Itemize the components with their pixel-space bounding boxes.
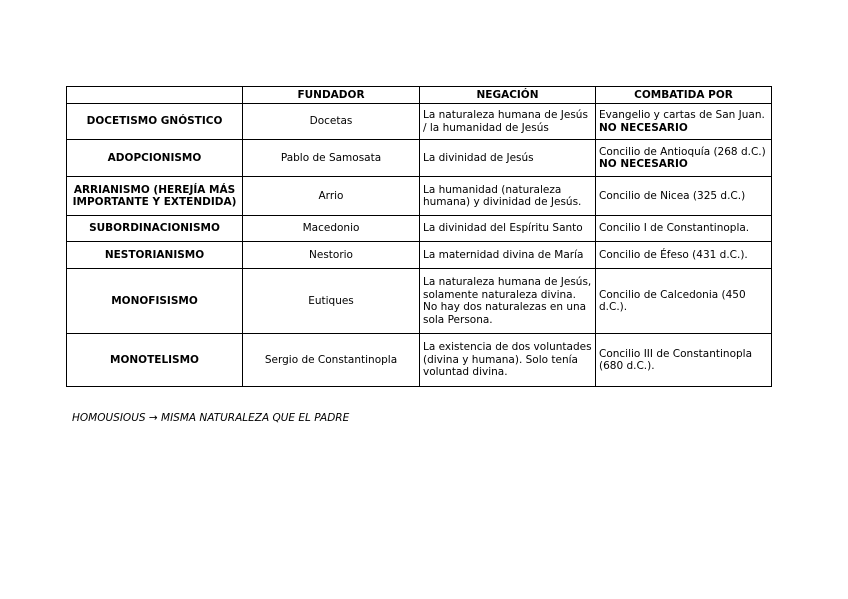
heresy-combated: Concilio de Calcedonia (450 d.C.). xyxy=(596,269,772,334)
header-name xyxy=(67,87,243,104)
table-row xyxy=(67,177,772,216)
header-negation: NEGACIÓN xyxy=(420,87,596,104)
heresy-negation: La maternidad divina de María xyxy=(420,242,596,269)
heresy-combated: Concilio de Nicea (325 d.C.) xyxy=(596,177,772,216)
heresy-name: MONOFISISMO xyxy=(67,269,243,334)
heresy-combated xyxy=(596,140,772,177)
heresy-name: MONOTELISMO xyxy=(67,334,243,387)
heresy-combated: Concilio I de Constantinopla. xyxy=(596,216,772,242)
table-row xyxy=(67,242,772,269)
heresy-combated: Concilio de Éfeso (431 d.C.). xyxy=(596,242,772,269)
heresy-combated: Concilio III de Constantinopla (680 d.C.). xyxy=(596,334,772,387)
heresy-name: ARRIANISMO (HEREJÍA MÁS IMPORTANTE Y EXTENDIDA) xyxy=(67,177,243,216)
header-combated: COMBATIDA POR xyxy=(596,87,772,104)
table-row xyxy=(67,140,772,177)
table-header-row xyxy=(67,87,772,104)
table-row xyxy=(67,334,772,387)
heresy-founder: Arrio xyxy=(243,177,420,216)
heresy-combated xyxy=(596,104,772,140)
combated-note: NO NECESARIO xyxy=(599,158,688,170)
table-row xyxy=(67,216,772,242)
table-row xyxy=(67,104,772,140)
combated-note: NO NECESARIO xyxy=(599,121,688,134)
heresy-founder: Macedonio xyxy=(243,216,420,242)
heresy-founder: Sergio de Constantinopla xyxy=(243,334,420,387)
heresy-founder: Pablo de Samosata xyxy=(243,140,420,177)
combated-text: Concilio de Antioquía (268 d.C.) xyxy=(599,145,766,158)
heresies-table xyxy=(66,86,772,387)
heresy-negation: La divinidad del Espíritu Santo xyxy=(420,216,596,242)
heresy-name: DOCETISMO GNÓSTICO xyxy=(67,104,243,140)
heresy-negation: La divinidad de Jesús xyxy=(420,140,596,177)
header-founder: FUNDADOR xyxy=(243,87,420,104)
heresy-name: NESTORIANISMO xyxy=(67,242,243,269)
table-row xyxy=(67,269,772,334)
heresy-name: SUBORDINACIONISMO xyxy=(67,216,243,242)
heresy-negation: La naturaleza humana de Jesús / la humanidad de Jesús xyxy=(420,104,596,140)
heresy-founder: Nestorio xyxy=(243,242,420,269)
heresy-negation: La existencia de dos voluntades (divina y humana). Solo tenía voluntad divina. xyxy=(420,334,596,387)
heresy-name: ADOPCIONISMO xyxy=(67,140,243,177)
heresy-founder: Docetas xyxy=(243,104,420,140)
homousious-note: HOMOUSIOUS → MISMA NATURALEZA QUE EL PADRE xyxy=(72,412,350,424)
heresy-negation: La humanidad (naturaleza humana) y divinidad de Jesús. xyxy=(420,177,596,216)
heresy-founder: Eutiques xyxy=(243,269,420,334)
heresy-negation: La naturaleza humana de Jesús, solamente naturaleza divina. No hay dos naturalezas en una sola Persona. xyxy=(420,269,596,334)
combated-text: Evangelio y cartas de San Juan. xyxy=(599,109,765,121)
